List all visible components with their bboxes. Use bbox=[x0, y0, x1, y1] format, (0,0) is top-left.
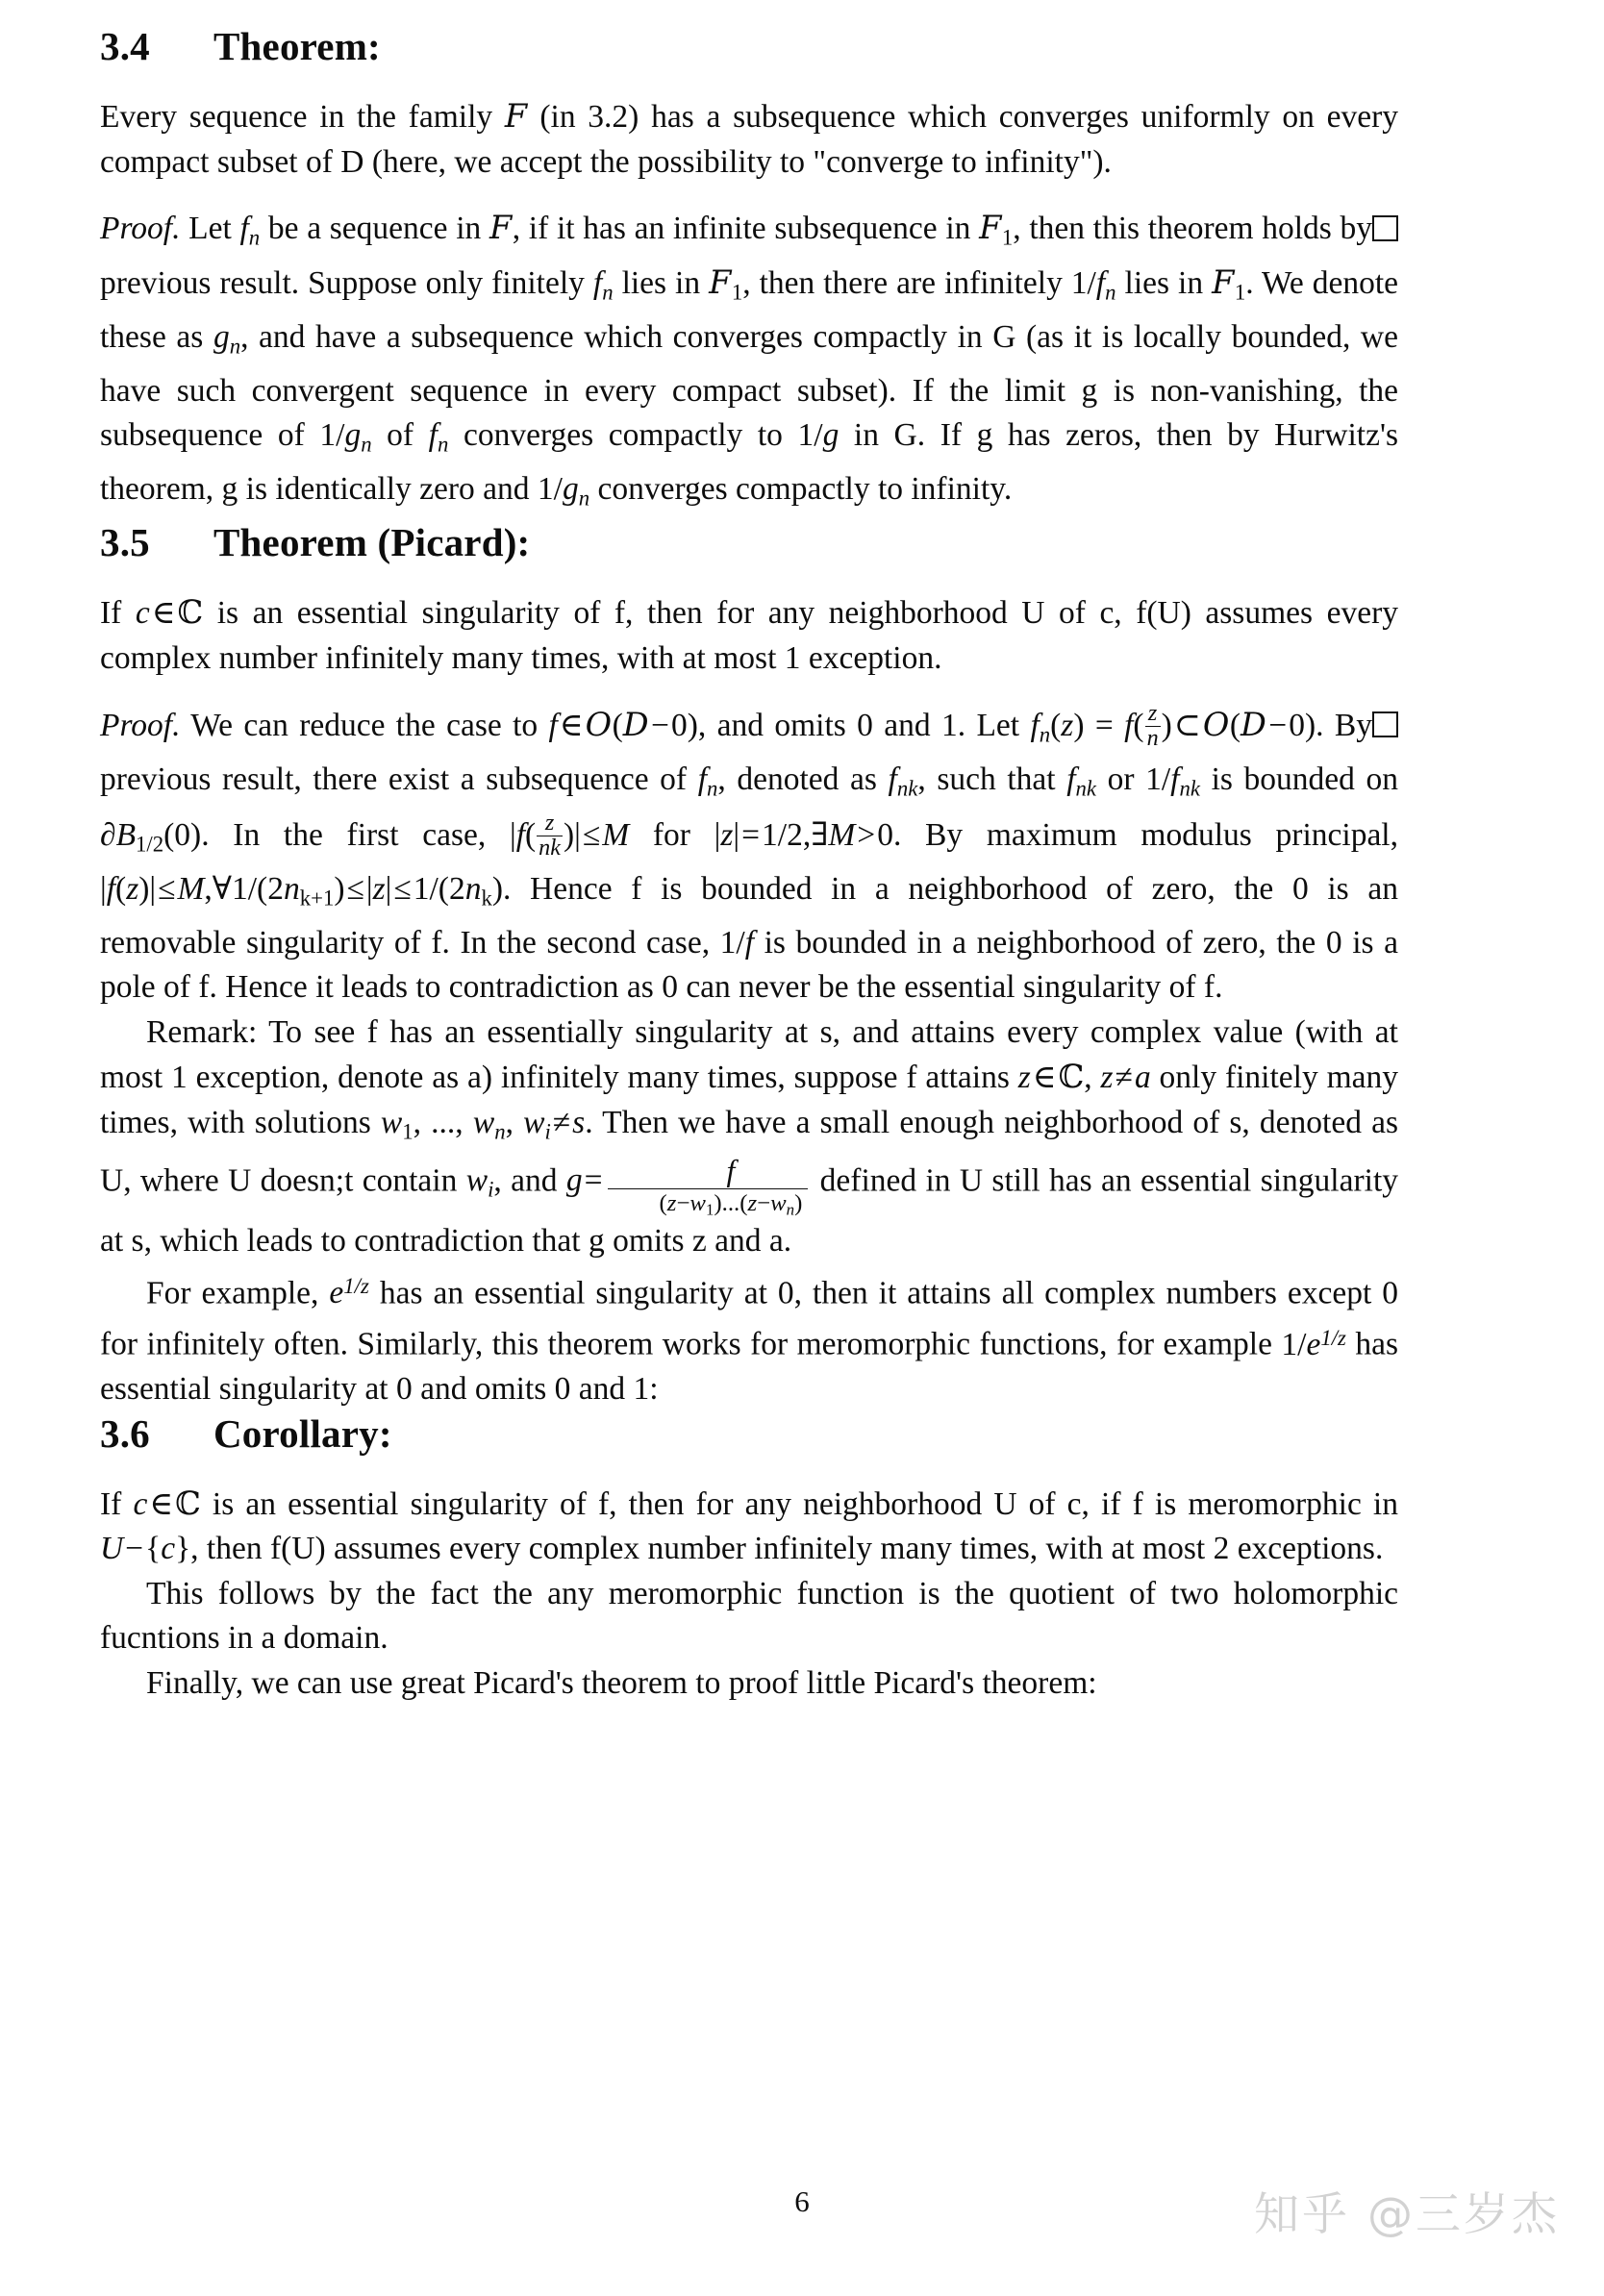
proof-text-11: converges compactly to 1/ bbox=[448, 417, 823, 454]
example-text-2: has an essential singularity at 0, then it attains all complex numbers except 0 for infinitely often. Similarly, this theorem works for meromorphic functions, for example bbox=[100, 1274, 1399, 1362]
math-w1: w bbox=[380, 1104, 403, 1140]
script-F1-sub: 1 bbox=[1001, 225, 1014, 250]
math-z-3: z bbox=[372, 871, 386, 908]
math-minus-2: − bbox=[1268, 708, 1288, 744]
math-comma-r: , bbox=[1084, 1060, 1101, 1096]
proof-text-9: , and have a subsequence which converges compactly in G (as it is locally bounded, we have such convergent sequence in every compact subset). If the limit g is non-vanishing, the subsequence of 1/ bbox=[100, 318, 1398, 454]
proof35-text-7: is bounded on bbox=[1199, 761, 1399, 798]
frac-den-n: n bbox=[1146, 726, 1159, 752]
proof35-text-1: We can reduce the case to bbox=[180, 708, 549, 744]
section-title-3-4: Theorem: bbox=[213, 24, 381, 68]
stmt36-text-a: If bbox=[100, 1485, 134, 1522]
math-paren4: ( bbox=[525, 817, 537, 854]
math-n-k1-sub: k+1 bbox=[299, 886, 335, 911]
section-title-3-6: Corollary: bbox=[213, 1410, 392, 1456]
proof-text-2: be a sequence in bbox=[260, 211, 489, 247]
math-f: f bbox=[239, 211, 249, 247]
math-element-of: ∈ bbox=[151, 595, 176, 632]
theorem-3-4-statement bbox=[100, 94, 1398, 185]
math-fnk-sub: nk bbox=[896, 776, 918, 801]
math-leq-4: ≤ bbox=[393, 871, 412, 908]
math-z-abs: z bbox=[720, 817, 734, 854]
theorem-3-5-statement bbox=[100, 590, 1398, 681]
script-O-symbol-2: O bbox=[1202, 706, 1230, 744]
frac2-num: z bbox=[537, 811, 563, 836]
section-heading-3-6 bbox=[100, 1412, 1398, 1456]
math-fnk: f bbox=[888, 761, 897, 798]
proof-text-1: Let bbox=[180, 211, 240, 247]
math-B: B bbox=[115, 817, 137, 854]
math-abs2-open: | bbox=[100, 871, 107, 908]
proof35-text-9: for bbox=[629, 817, 714, 854]
stmt36-text-b: is an essential singularity of f, then for any neighborhood U of c, if f is meromorphic in bbox=[200, 1485, 1398, 1522]
math-e-exp-sup: 1/z bbox=[343, 1273, 369, 1298]
math-blackboard-C-remark: ℂ bbox=[1058, 1058, 1085, 1096]
bigfrac-denominator: $(z-w_1)...(z-w_n)$ bbox=[659, 1190, 803, 1219]
math-e-exp-2-sup: 1/z bbox=[1320, 1325, 1346, 1350]
math-paren2: ( bbox=[1133, 708, 1144, 744]
math-fn-5-sub: n bbox=[707, 776, 718, 801]
math-f-abs-2: f bbox=[106, 871, 116, 908]
math-n-k1: n bbox=[283, 871, 300, 908]
math-element-of-remark: ∈ bbox=[1032, 1060, 1057, 1096]
remark-3-5 bbox=[100, 1011, 1398, 1264]
corollary-3-6-statement bbox=[100, 1482, 1398, 1572]
example-3-5 bbox=[100, 1264, 1398, 1412]
math-minus-36: − bbox=[125, 1531, 144, 1567]
page-content bbox=[100, 25, 1398, 1706]
remark-text-1: Remark: To see f has an essentially singularity at s, and attains every complex value (with at most 1 exception, denote as a) infinitely many times, suppose f attains bbox=[100, 1013, 1398, 1096]
math-n-k: n bbox=[464, 871, 482, 908]
math-f-3-sub: n bbox=[1105, 280, 1116, 305]
math-f-last: f bbox=[744, 924, 755, 961]
example-text-3: has essential singularity at 0 and omits 0 and 1: bbox=[100, 1326, 1398, 1408]
math-subset: ⊂ bbox=[1173, 708, 1201, 744]
math-f-2-sub: n bbox=[602, 280, 614, 305]
math-f-4-sub: n bbox=[437, 432, 449, 457]
section-heading-3-5 bbox=[100, 521, 1398, 564]
math-c-36: c bbox=[133, 1485, 148, 1522]
script-D-symbol: D bbox=[622, 706, 650, 744]
math-comma-w: , bbox=[505, 1104, 524, 1140]
math-leq-2: ≤ bbox=[158, 871, 176, 908]
stmt36-text-c: , then f(U) assumes every complex number infinitely many times, with at most 2 exceptions. bbox=[190, 1531, 1384, 1567]
qed-box-3-5 bbox=[1372, 711, 1398, 737]
fraction-g-definition bbox=[608, 1155, 809, 1219]
math-abs-z-close: | bbox=[733, 817, 740, 854]
proof-text-12: in G. If g has zeros, then by Hurwitz's theorem, g is identically zero and 1/ bbox=[100, 417, 1399, 508]
math-neq-2: ≠ bbox=[552, 1104, 571, 1140]
math-abs-open: | bbox=[509, 817, 516, 854]
math-brace-close: } bbox=[175, 1531, 191, 1567]
math-fnk-2-sub: nk bbox=[1075, 776, 1096, 801]
math-c: c bbox=[135, 595, 150, 632]
example-text-1: For example, bbox=[146, 1274, 330, 1310]
math-fn-5: f bbox=[697, 761, 708, 798]
remark-text-2: only finitely many times, with solutions bbox=[100, 1060, 1398, 1140]
stmt-text-a: Every sequence in the family bbox=[100, 99, 505, 136]
math-close-paren: ) bbox=[334, 871, 345, 908]
math-fn-z: f bbox=[1030, 708, 1040, 744]
stmt35-text-a: If bbox=[100, 595, 136, 632]
math-f-sub: n bbox=[248, 225, 261, 250]
script-F1-sub-2: 1 bbox=[731, 280, 743, 305]
remark-text-5: defined in U still has an essential singularity at s, which leads to contradiction that g omits z and a. bbox=[100, 1162, 1398, 1260]
math-f-3: f bbox=[1095, 264, 1106, 301]
math-B-sub: 1/2 bbox=[136, 832, 164, 857]
frac-num-z: z bbox=[1145, 702, 1161, 727]
math-n-k-sub: k bbox=[481, 886, 492, 911]
proof35-text-12: is bounded in a neighborhood of zero, the 0 is a pole of f. Hence it leads to contradiction as 0 can never be the essential singularity of f. bbox=[100, 924, 1398, 1006]
math-g-3-sub: n bbox=[578, 486, 590, 511]
math-period: . bbox=[1316, 708, 1324, 744]
math-g-remark: g bbox=[565, 1162, 583, 1199]
math-wn: w bbox=[472, 1104, 495, 1140]
math-c-36-2: c bbox=[161, 1531, 176, 1567]
proof35-text-6: or 1/ bbox=[1096, 761, 1171, 798]
math-s: s bbox=[572, 1104, 586, 1140]
section-number-3-5: 3.5 bbox=[100, 519, 150, 564]
script-F-symbol: F bbox=[504, 97, 528, 136]
script-F1-symbol-3: F bbox=[1212, 262, 1235, 301]
math-wi: w bbox=[523, 1104, 545, 1140]
math-equals-remark: = bbox=[584, 1162, 603, 1199]
math-equals: = bbox=[741, 817, 761, 854]
section-title-3-5: Theorem (Picard): bbox=[213, 519, 531, 564]
math-zero-3: 0 bbox=[877, 817, 893, 854]
math-paren-close: ) = bbox=[1073, 708, 1125, 744]
section-heading-3-4 bbox=[100, 25, 1398, 68]
math-brace-open: { bbox=[145, 1531, 162, 1567]
frac2-den: nk bbox=[539, 836, 561, 861]
math-frac-2: 1/(2 bbox=[413, 871, 465, 908]
math-f-of: f bbox=[1124, 708, 1134, 744]
math-M: M bbox=[602, 817, 630, 854]
stmt-text-b: (in 3.2) has a subsequence which converges uniformly on every compact subset of D (here, we accept the possibility to "converge to infinity"). bbox=[100, 99, 1398, 180]
math-e-exp-2: e bbox=[1306, 1326, 1321, 1362]
math-blackboard-C: ℂ bbox=[177, 593, 204, 632]
math-leq: ≤ bbox=[582, 817, 601, 854]
math-zero: 0) bbox=[671, 708, 698, 744]
math-g-3: g bbox=[562, 471, 579, 508]
stmt35-text-b: is an essential singularity of f, then for any neighborhood U of c, f(U) assumes every complex number infinitely many times, with at most 1 exception. bbox=[100, 595, 1398, 676]
math-exists: ∃ bbox=[811, 817, 829, 854]
math-paren2-close: ) bbox=[1161, 708, 1172, 744]
math-g-sub: n bbox=[229, 334, 241, 359]
math-one-over: 1/ bbox=[1281, 1326, 1307, 1362]
math-leq-3: ≤ bbox=[346, 871, 364, 908]
math-ellipsis: , ..., bbox=[413, 1104, 473, 1140]
math-close-paren-2: ) bbox=[491, 871, 504, 908]
math-abs-z: | bbox=[714, 817, 721, 854]
proof-label-3-4: Proof. bbox=[100, 211, 181, 247]
math-fn-args: ( bbox=[1050, 708, 1062, 744]
math-paren3: ( bbox=[1229, 708, 1241, 744]
section-number-3-6: 3.6 bbox=[100, 1410, 150, 1456]
math-fnk-3-sub: nk bbox=[1179, 776, 1200, 801]
math-minus: − bbox=[651, 708, 669, 744]
math-abs3-open: | bbox=[365, 871, 373, 908]
bigfrac-numerator: f bbox=[608, 1155, 809, 1189]
proof35-text-11: . Hence f is bounded in a neighborhood of zero, the 0 is an removable singularity of f. In the second case, 1/ bbox=[100, 871, 1398, 961]
script-D-symbol-2: D bbox=[1240, 706, 1267, 744]
math-wi-2: w bbox=[465, 1162, 489, 1199]
math-f-4: f bbox=[428, 417, 438, 454]
script-F-symbol-2: F bbox=[489, 209, 513, 247]
proof-3-5 bbox=[100, 702, 1398, 1011]
zhihu-watermark: 知乎 @三岁杰 bbox=[1254, 2188, 1560, 2241]
proof35-text-2: , and omits 0 and 1. Let bbox=[697, 708, 1031, 744]
proof-text-4: , then this theorem holds by previous result. Suppose only finitely bbox=[100, 211, 1373, 301]
math-abs2-close: )| bbox=[138, 871, 157, 908]
proof35-text-4: , denoted as bbox=[717, 761, 889, 798]
math-frac-1: 1/(2 bbox=[232, 871, 284, 908]
math-g-plain: g bbox=[822, 417, 840, 454]
math-partial: ∂ bbox=[100, 817, 116, 854]
proof35-text-5: , such that bbox=[917, 761, 1067, 798]
math-z-remark-2: z bbox=[1100, 1060, 1114, 1096]
math-z-paren: ( bbox=[115, 871, 127, 908]
math-gt: > bbox=[857, 817, 876, 854]
math-g: g bbox=[213, 318, 230, 355]
math-var-z: z bbox=[1061, 708, 1074, 744]
script-F1-symbol: F bbox=[979, 209, 1002, 247]
math-B-arg: (0) bbox=[163, 817, 202, 854]
math-abs3-close: | bbox=[385, 871, 392, 908]
proof-3-4 bbox=[100, 206, 1398, 521]
script-F1-sub-3: 1 bbox=[1234, 280, 1246, 305]
proof-text-6: , then there are infinitely 1/ bbox=[742, 264, 1096, 301]
corollary-3-6-followup: This follows by the fact the any meromorphic function is the quotient of two holomorphic fucntions in a domain. bbox=[100, 1575, 1398, 1657]
qed-box-3-4 bbox=[1372, 215, 1398, 241]
math-element-of-35: ∈ bbox=[559, 708, 584, 744]
math-w1-sub: 1 bbox=[402, 1119, 414, 1144]
math-fn-z-sub: n bbox=[1039, 722, 1051, 747]
math-blackboard-C-36: ℂ bbox=[175, 1484, 201, 1522]
proof35-text-8: . In the first case, bbox=[201, 817, 510, 854]
proof-text-13: converges compactly to infinity. bbox=[589, 471, 1013, 508]
script-F1-symbol-2: F bbox=[709, 262, 732, 301]
script-O-symbol: O bbox=[585, 706, 613, 744]
math-half: 1/2, bbox=[762, 817, 812, 854]
math-g-2: g bbox=[344, 417, 362, 454]
math-z-2: z bbox=[126, 871, 139, 908]
math-neq: ≠ bbox=[1115, 1060, 1133, 1096]
remark-text-3: . Then we have a small enough neighborhood of s, denoted as U, where U doesn;t contain bbox=[100, 1104, 1399, 1199]
section-number-3-4: 3.4 bbox=[100, 24, 150, 68]
proof35-text-10: . By maximum modulus principal, bbox=[892, 817, 1398, 854]
math-paren-open: ( bbox=[612, 708, 623, 744]
math-fnk-2: f bbox=[1066, 761, 1076, 798]
math-z-remark: z bbox=[1017, 1060, 1031, 1096]
math-forall: ∀ bbox=[212, 871, 232, 908]
math-paren4-close: )| bbox=[563, 817, 581, 854]
fraction-z-over-n bbox=[1145, 702, 1161, 752]
fraction-z-over-nk bbox=[537, 811, 563, 861]
math-wi-sub: i bbox=[544, 1119, 551, 1144]
math-f-2: f bbox=[592, 264, 603, 301]
math-e-exp: e bbox=[329, 1274, 344, 1310]
remark-text-4: , and bbox=[493, 1162, 566, 1199]
math-element-of-36: ∈ bbox=[149, 1485, 174, 1522]
math-f-35: f bbox=[548, 708, 558, 744]
math-wi-2-sub: i bbox=[488, 1177, 494, 1202]
proof-label-3-5: Proof. bbox=[100, 708, 181, 744]
math-fnk-3: f bbox=[1170, 761, 1180, 798]
math-zero-2: 0) bbox=[1289, 708, 1316, 744]
page-number: 6 bbox=[794, 2184, 810, 2218]
math-a-remark: a bbox=[1134, 1060, 1151, 1096]
math-comma: , bbox=[204, 871, 213, 908]
proof-text-3: , if it has an infinite subsequence in bbox=[512, 211, 980, 247]
math-M-3: M bbox=[177, 871, 205, 908]
math-U-36: U bbox=[100, 1531, 124, 1567]
proof35-text-3: By previous result, there exist a subsequence of bbox=[100, 708, 1372, 798]
math-f-abs: f bbox=[515, 817, 526, 854]
proof-text-8: . We denote these as bbox=[100, 264, 1399, 355]
corollary-3-6-final: Finally, we can use great Picard's theorem to proof little Picard's theorem: bbox=[146, 1664, 1097, 1701]
proof-text-7: lies in bbox=[1115, 264, 1213, 301]
proof-text-10: of bbox=[371, 417, 429, 454]
proof-text-5: lies in bbox=[613, 264, 710, 301]
math-M-2: M bbox=[828, 817, 856, 854]
math-wn-sub: n bbox=[494, 1119, 506, 1144]
math-g-2-sub: n bbox=[361, 432, 372, 457]
